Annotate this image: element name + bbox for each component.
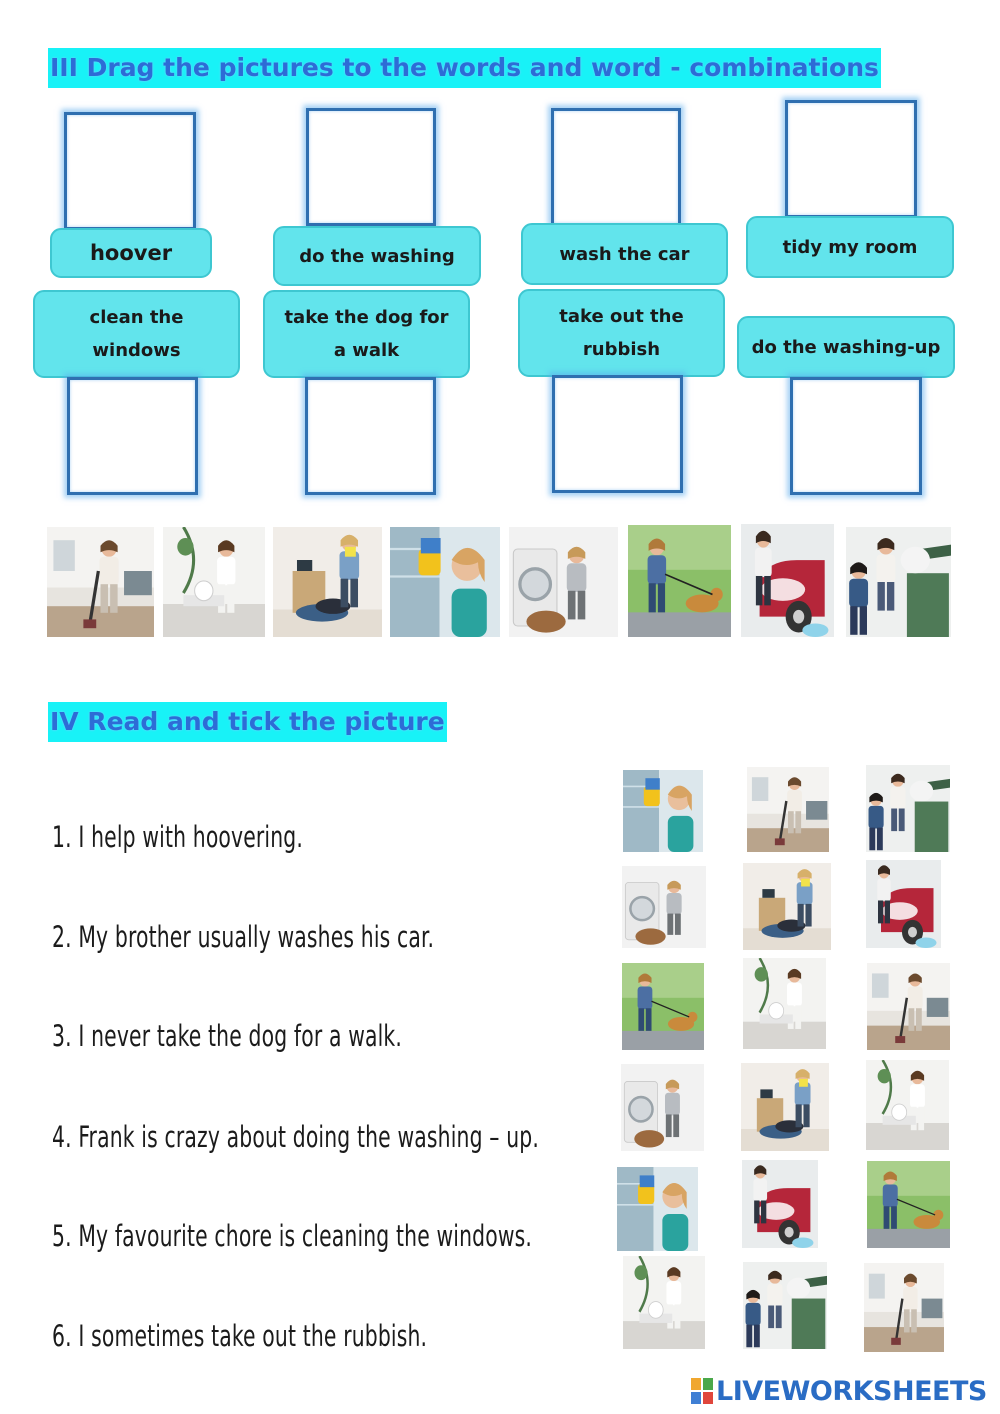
drop-box[interactable] <box>64 112 196 230</box>
label-clean-the-windows: clean the windows <box>33 290 240 378</box>
draggable-picture-washing-car[interactable] <box>741 524 834 637</box>
tick-option-6-washing-up[interactable] <box>623 1256 705 1349</box>
draggable-picture-hoovering[interactable] <box>47 527 154 637</box>
label-tidy-my-room: tidy my room <box>746 216 954 278</box>
drop-box[interactable] <box>785 100 917 218</box>
draggable-picture-dog-walk[interactable] <box>628 525 731 637</box>
draggable-picture-washing-up[interactable] <box>163 527 265 637</box>
liveworksheets-wordmark: LIVEWORKSHEETS <box>716 1375 987 1407</box>
drop-box[interactable] <box>790 377 922 495</box>
section-4-heading: IV Read and tick the picture <box>48 702 447 742</box>
drop-box[interactable] <box>67 377 198 495</box>
tick-option-1-cleaning-windows[interactable] <box>623 770 703 852</box>
drop-box[interactable] <box>305 377 436 495</box>
tick-option-5-dog-walk[interactable] <box>867 1161 950 1248</box>
sentence-5: 5. My favourite chore is cleaning the windows. <box>52 1219 533 1253</box>
tick-option-1-hoovering[interactable] <box>747 767 829 852</box>
drop-box[interactable] <box>552 375 683 493</box>
drop-box[interactable] <box>306 108 436 226</box>
tick-option-5-cleaning-windows[interactable] <box>617 1167 698 1251</box>
label-take-the-dog-for-a-walk: take the dog for a walk <box>263 290 470 378</box>
tick-option-2-doing-washing[interactable] <box>622 866 706 948</box>
tick-option-6-hoovering[interactable] <box>864 1263 944 1352</box>
sentence-4: 4. Frank is crazy about doing the washing – up. <box>52 1120 539 1154</box>
tick-option-3-hoovering[interactable] <box>867 963 950 1050</box>
label-wash-the-car: wash the car <box>521 223 728 285</box>
label-do-the-washing: do the washing <box>273 226 481 286</box>
sentence-2: 2. My brother usually washes his car. <box>52 920 435 954</box>
liveworksheets-icon <box>690 1377 714 1405</box>
tick-option-2-washing-car[interactable] <box>866 860 941 948</box>
drop-box[interactable] <box>551 108 681 226</box>
sentence-3: 3. I never take the dog for a walk. <box>52 1019 403 1053</box>
tick-option-6-taking-out-rubbish[interactable] <box>743 1262 827 1349</box>
tick-option-3-dog-walk[interactable] <box>622 963 704 1050</box>
tick-option-4-washing-up[interactable] <box>866 1060 949 1150</box>
tick-option-4-doing-washing[interactable] <box>621 1064 704 1151</box>
tick-option-3-washing-up[interactable] <box>743 958 826 1049</box>
sentence-1: 1. I help with hoovering. <box>52 820 303 854</box>
liveworksheets-logo <box>690 1372 987 1410</box>
sentence-6: 6. I sometimes take out the rubbish. <box>52 1319 428 1353</box>
label-do-the-washing-up: do the washing-up <box>737 316 955 378</box>
draggable-picture-tidying-room[interactable] <box>273 527 382 637</box>
tick-option-1-taking-out-rubbish[interactable] <box>866 765 950 852</box>
tick-option-2-tidying-room[interactable] <box>743 863 831 950</box>
draggable-picture-taking-out-rubbish[interactable] <box>846 527 951 637</box>
draggable-picture-doing-washing[interactable] <box>509 527 618 637</box>
tick-option-4-tidying-room[interactable] <box>741 1063 829 1151</box>
label-take-out-the-rubbish: take out the rubbish <box>518 289 725 377</box>
draggable-picture-cleaning-windows[interactable] <box>390 527 500 637</box>
section-3-heading: III Drag the pictures to the words and word - combinations <box>48 48 881 88</box>
label-hoover: hoover <box>50 228 212 278</box>
tick-option-5-washing-car[interactable] <box>742 1160 818 1248</box>
